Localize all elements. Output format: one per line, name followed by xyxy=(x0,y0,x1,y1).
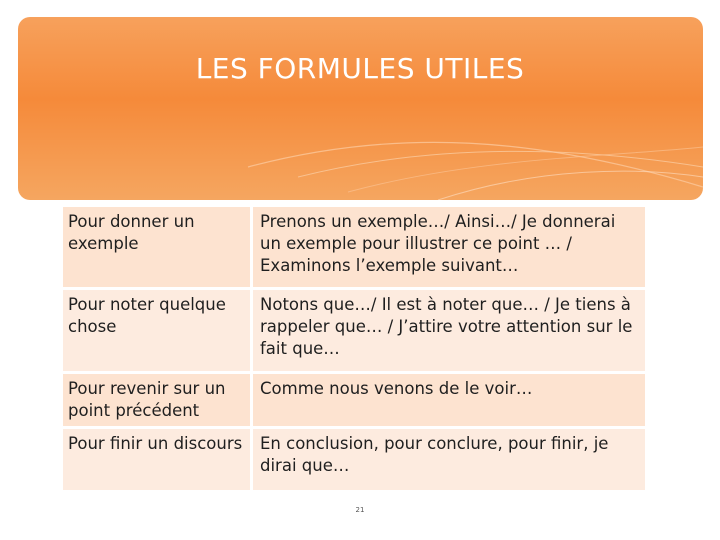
row-label: Pour noter quelque chose xyxy=(63,290,250,371)
table-row xyxy=(63,374,645,426)
row-phrases: Notons que…/ Il est à noter que… / Je tiens à rappeler que… / J’attire votre attention sur le fait que… xyxy=(253,290,645,371)
row-phrases: Prenons un exemple…/ Ainsi…/ Je donnerai un exemple pour illustrer ce point … / Examinons l’exemple suivant… xyxy=(253,207,645,287)
decorative-swoosh-lines xyxy=(18,17,703,200)
row-phrases: Comme nous venons de le voir… xyxy=(253,374,645,426)
table-row xyxy=(63,207,645,287)
table-row xyxy=(63,290,645,371)
slide-title: LES FORMULES UTILES xyxy=(195,52,525,85)
row-phrases: En conclusion, pour conclure, pour finir, je dirai que… xyxy=(253,429,645,490)
formulas-table xyxy=(63,207,645,493)
table-row xyxy=(63,429,645,490)
row-label: Pour donner un exemple xyxy=(63,207,250,287)
row-label: Pour finir un discours xyxy=(63,429,250,490)
slide-number: 21 xyxy=(355,506,365,514)
row-label: Pour revenir sur un point précédent xyxy=(63,374,250,426)
header-band xyxy=(18,17,703,200)
